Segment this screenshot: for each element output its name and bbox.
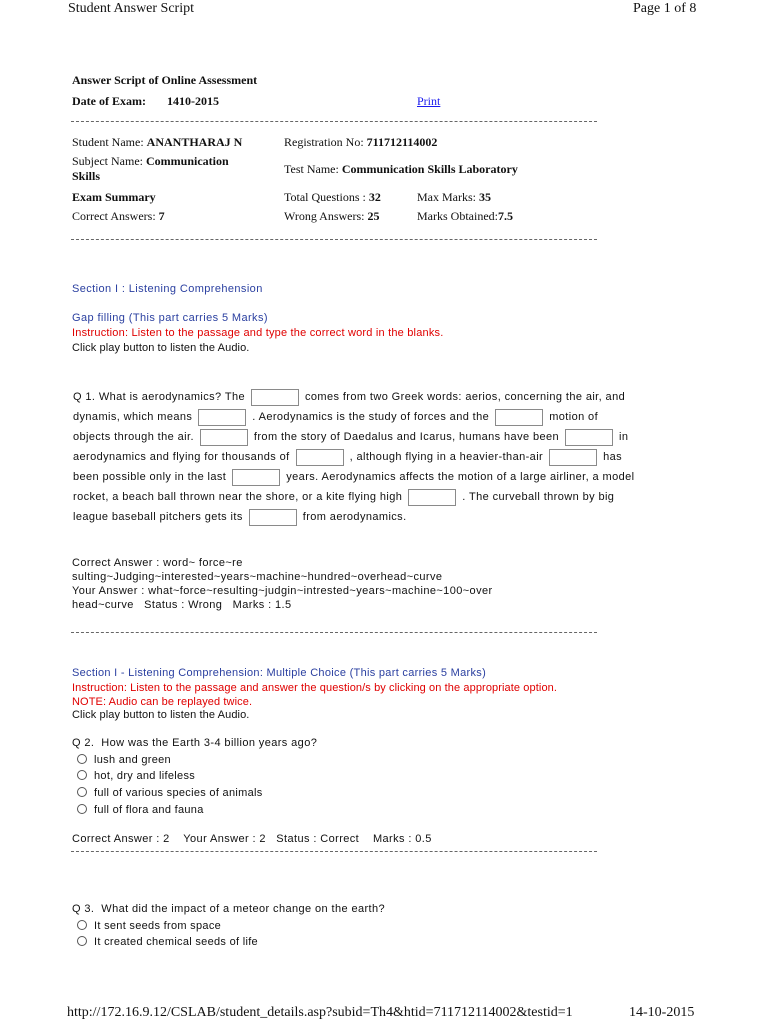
correct-answers-value: 7 [158, 209, 165, 223]
print-link[interactable]: Print [417, 94, 441, 108]
section2-audio-note: Click play button to listen the Audio. [72, 709, 250, 721]
marks-obtained-value: 7.5 [497, 209, 513, 223]
correct-answers [72, 209, 165, 224]
q2-option-3[interactable] [77, 787, 263, 799]
subject-value-line2: Skills [72, 169, 101, 183]
marks-obtained [417, 209, 513, 224]
q1-blank-4[interactable] [200, 429, 248, 446]
student-name-value: ANANTHARAJ N [146, 135, 243, 149]
correct-answers-label: Correct Answers: [72, 209, 156, 223]
registration-number [284, 135, 437, 150]
q1-blank-1[interactable] [251, 389, 299, 406]
q1-blank-3[interactable] [495, 409, 543, 426]
q3-option-label: It sent seeds from space [94, 920, 222, 932]
q1-text: league baseball pitchers gets its [73, 511, 243, 523]
q1-text: aerodynamics and flying for thousands of [73, 451, 290, 463]
subject-value-line1: Communication [145, 154, 229, 168]
q1-text: motion of [549, 411, 599, 423]
question-1-line4 [73, 447, 622, 467]
question-1-line7 [73, 507, 407, 527]
q1-blank-7[interactable] [549, 449, 597, 466]
section1-subtitle: Gap filling (This part carries 5 Marks) [72, 312, 268, 324]
radio-icon[interactable] [77, 804, 87, 814]
q2-result: Correct Answer : 2 Your Answer : 2 Status : Correct Marks : 0.5 [72, 833, 432, 845]
question-2: Q 2. How was the Earth 3-4 billion years ago? [72, 737, 318, 749]
q1-blank-8[interactable] [232, 469, 280, 486]
wrong-answers-value: 25 [367, 209, 380, 223]
q1-text: been possible only in the last [73, 471, 227, 483]
q1-text: objects through the air. [73, 431, 194, 443]
q1-text: years. Aerodynamics affects the motion of a large airliner, a model [286, 471, 635, 483]
script-title: Answer Script of Online Assessment [72, 73, 258, 87]
total-questions-value: 32 [368, 190, 381, 204]
radio-icon[interactable] [77, 770, 87, 780]
registration-label: Registration No: [284, 135, 364, 149]
total-questions-label: Total Questions : [284, 190, 366, 204]
question-3: Q 3. What did the impact of a meteor change on the earth? [72, 903, 386, 915]
q1-text: . Aerodynamics is the study of forces and the [252, 411, 490, 423]
marks-obtained-label: Marks Obtained: [417, 209, 498, 223]
section1-title: Section I : Listening Comprehension [72, 283, 263, 295]
q2-option-label: full of various species of animals [94, 787, 263, 799]
q2-option-4[interactable] [77, 804, 204, 816]
test-value: Communication Skills Laboratory [341, 162, 518, 176]
max-marks-value: 35 [479, 190, 491, 204]
page-number: Page 1 of 8 [633, 1, 697, 16]
subject-label: Subject Name: [72, 154, 143, 168]
radio-icon[interactable] [77, 920, 87, 930]
divider [71, 239, 597, 240]
q1-text: dynamis, which means [73, 411, 193, 423]
q1-text: has [603, 451, 623, 463]
max-marks-label: Max Marks: [417, 190, 476, 204]
q1-text: from the story of Daedalus and Icarus, humans have been [253, 431, 560, 443]
q1-blank-2[interactable] [198, 409, 246, 426]
max-marks [417, 190, 491, 205]
wrong-answers-label: Wrong Answers: [284, 209, 365, 223]
section1-instruction: Instruction: Listen to the passage and type the correct word in the blanks. [72, 327, 444, 339]
wrong-answers [284, 209, 380, 224]
q1-text: , although flying in a heavier-than-air [349, 451, 544, 463]
q2-option-label: hot, dry and lifeless [94, 770, 196, 782]
exam-date-value: 1410-2015 [167, 94, 219, 108]
section2-note: NOTE: Audio can be replayed twice. [72, 696, 253, 708]
question-1-line6 [73, 487, 614, 507]
q1-correct-answer-line1: Correct Answer : word~ force~re [72, 557, 243, 569]
radio-icon[interactable] [77, 754, 87, 764]
registration-value: 711712114002 [366, 135, 438, 149]
q1-text: rocket, a beach ball thrown near the shore, or a kite flying high [73, 491, 403, 503]
subject-name [72, 154, 229, 169]
q2-option-label: full of flora and fauna [94, 804, 204, 816]
q1-blank-6[interactable] [296, 449, 344, 466]
section1-audio-note: Click play button to listen the Audio. [72, 342, 250, 354]
exam-date-label: Date of Exam: [72, 94, 146, 108]
q1-text: from aerodynamics. [302, 511, 407, 523]
q2-option-1[interactable] [77, 754, 171, 766]
question-1-line2 [73, 407, 598, 427]
q3-option-1[interactable] [77, 920, 221, 932]
q1-your-answer-line1: Your Answer : what~force~resulting~judgin~intrested~years~machine~100~over [72, 585, 493, 597]
question-1-line1 [73, 387, 625, 407]
radio-icon[interactable] [77, 936, 87, 946]
q1-blank-9[interactable] [408, 489, 456, 506]
page-header-title: Student Answer Script [68, 1, 194, 16]
q1-correct-answer-line2: sulting~Judging~interested~years~machine~hundred~overhead~curve [72, 571, 443, 583]
divider [71, 632, 597, 633]
q1-status: head~curve Status : Wrong Marks : 1.5 [72, 599, 292, 611]
q3-option-label: It created chemical seeds of life [94, 936, 258, 948]
q3-option-2[interactable] [77, 936, 258, 948]
question-1-line3 [73, 427, 628, 447]
total-questions [284, 190, 381, 205]
test-name [284, 162, 518, 177]
q1-text: comes from two Greek words: aerios, concerning the air, and [304, 391, 626, 403]
q2-option-label: lush and green [94, 754, 171, 766]
student-name [72, 135, 242, 150]
page-date: 14-10-2015 [629, 1005, 695, 1020]
section2-title: Section I - Listening Comprehension: Multiple Choice (This part carries 5 Marks) [72, 667, 487, 679]
page-url: http://172.16.9.12/CSLAB/student_details.asp?subid=Th4&htid=711712114002&testid=1 [67, 1005, 573, 1020]
q1-text: Q 1. What is aerodynamics? The [73, 391, 245, 403]
q1-text: . The curveball thrown by big [462, 491, 615, 503]
q1-blank-5[interactable] [565, 429, 613, 446]
test-label: Test Name: [284, 162, 339, 176]
q1-blank-10[interactable] [249, 509, 297, 526]
section2-instruction: Instruction: Listen to the passage and answer the question/s by clicking on the appropriate option. [72, 682, 558, 694]
question-1-line5 [73, 467, 634, 487]
q2-option-2[interactable] [77, 770, 195, 782]
student-name-label: Student Name: [72, 135, 144, 149]
exam-summary-title: Exam Summary [72, 190, 156, 204]
divider [71, 121, 597, 122]
q1-text: in [619, 431, 629, 443]
radio-icon[interactable] [77, 787, 87, 797]
divider [71, 851, 597, 852]
